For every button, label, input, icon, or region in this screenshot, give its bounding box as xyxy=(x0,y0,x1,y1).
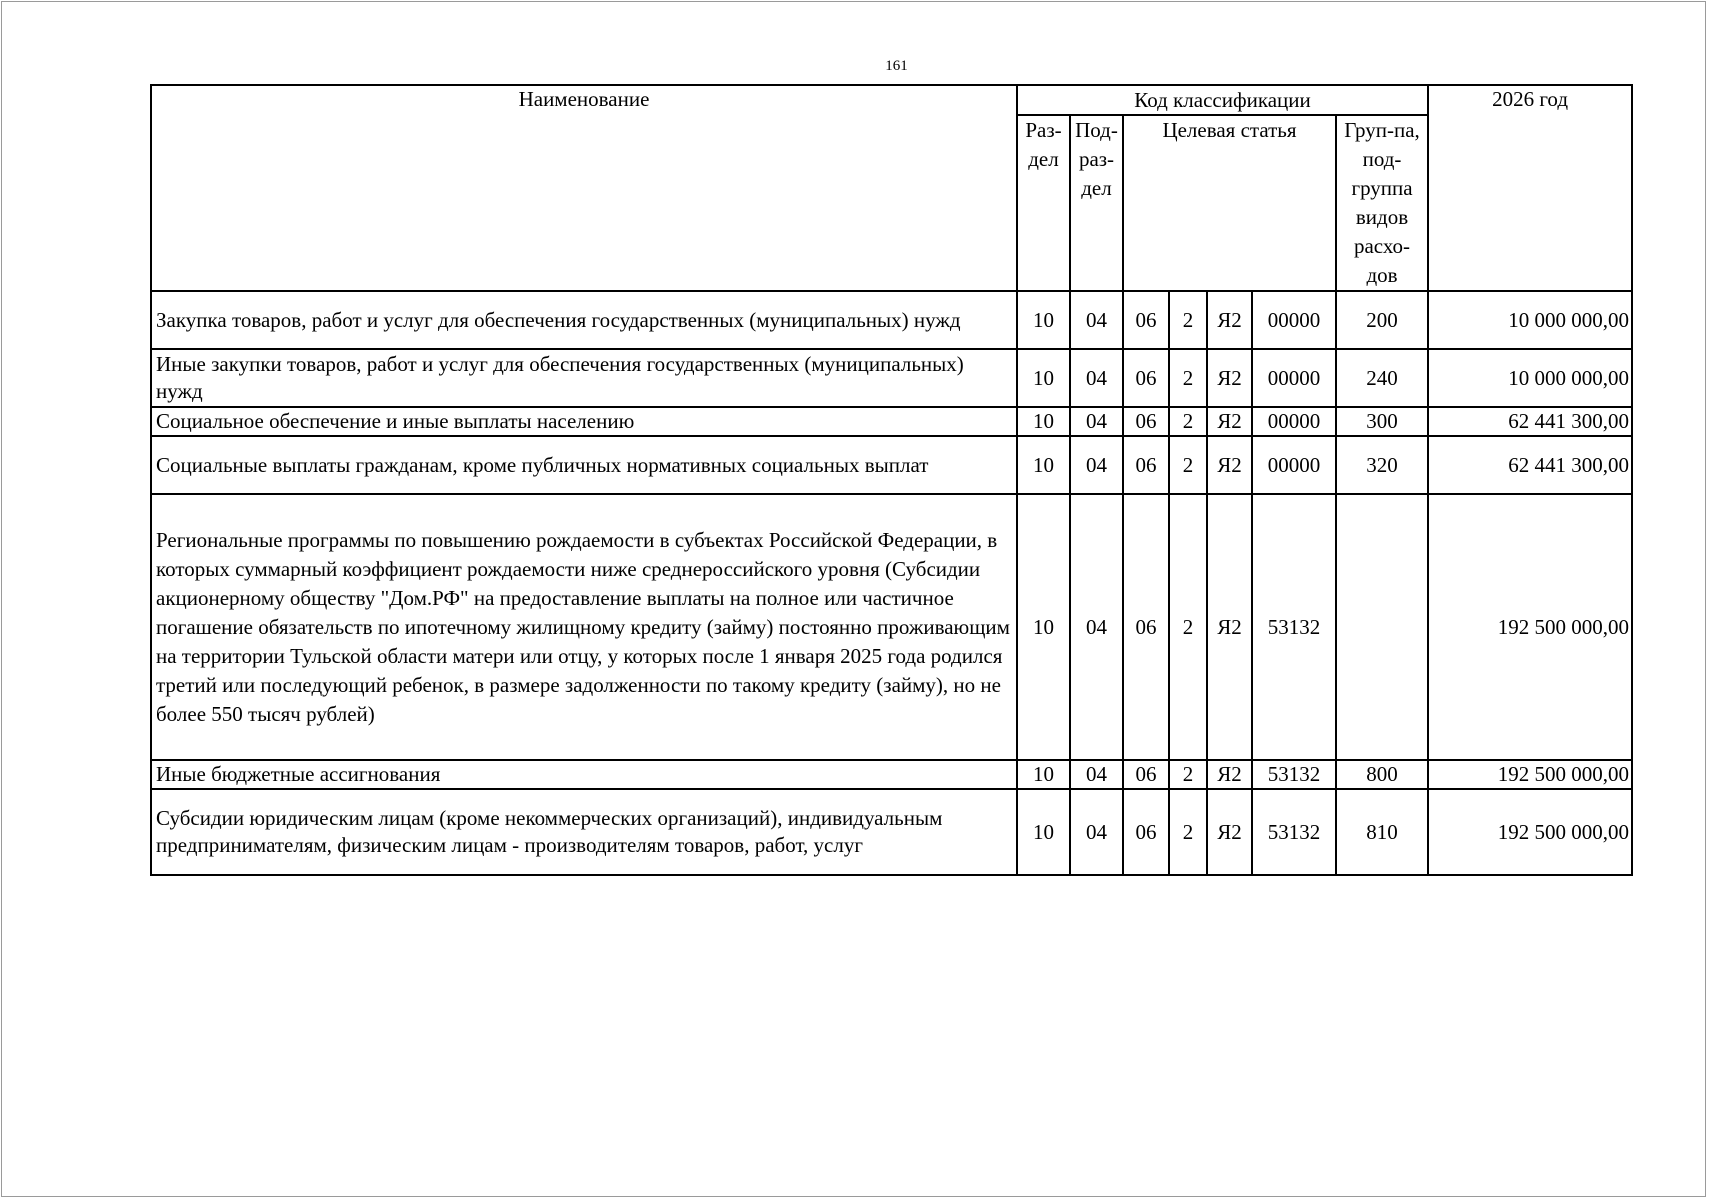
row-razdel: 10 xyxy=(1017,349,1070,407)
row-podrazdel: 04 xyxy=(1070,436,1123,494)
row-expense-type: 200 xyxy=(1336,291,1428,349)
table-row xyxy=(151,789,1632,875)
row-expense-type: 320 xyxy=(1336,436,1428,494)
row-target-program: 06 xyxy=(1123,349,1169,407)
row-expense-type: 240 xyxy=(1336,349,1428,407)
row-target-program: 06 xyxy=(1123,407,1169,436)
row-target-direction: 00000 xyxy=(1252,349,1336,407)
row-name: Иные закупки товаров, работ и услуг для обеспечения государственных (муниципальных) нужд xyxy=(151,349,1017,407)
row-podrazdel: 04 xyxy=(1070,789,1123,875)
header-target-article: Целевая статья xyxy=(1123,115,1336,291)
row-target-type: 2 xyxy=(1169,789,1207,875)
row-target-program: 06 xyxy=(1123,789,1169,875)
row-name: Региональные программы по повышению рождаемости в субъектах Российской Федерации, в которых суммарный коэффициент рождаемости ниже среднероссийского уровня (Субсидии акционерному обществу "Дом.РФ" на предоставление выплаты на полное или частичное погашение обязательств по ипотечному жилищному кредиту (займу) постоянно проживающим на территории Тульской области матери или отцу, у которых после 1 января 2025 года родился третий или последующий ребенок, в размере задолженности по такому кредиту (займу), но не более 550 тысяч рублей) xyxy=(151,494,1017,760)
row-amount: 10 000 000,00 xyxy=(1428,349,1632,407)
header-section: Раз-дел xyxy=(1017,115,1070,291)
header-year: 2026 год xyxy=(1428,85,1632,291)
row-expense-type: 800 xyxy=(1336,760,1428,789)
row-expense-type: 810 xyxy=(1336,789,1428,875)
row-expense-type xyxy=(1336,494,1428,760)
row-target-project: Я2 xyxy=(1207,291,1252,349)
row-name: Иные бюджетные ассигнования xyxy=(151,760,1017,789)
row-target-program: 06 xyxy=(1123,494,1169,760)
row-target-project: Я2 xyxy=(1207,789,1252,875)
table-row xyxy=(151,494,1632,760)
row-target-direction: 53132 xyxy=(1252,494,1336,760)
header-name: Наименование xyxy=(151,85,1017,291)
row-expense-type: 300 xyxy=(1336,407,1428,436)
row-amount: 62 441 300,00 xyxy=(1428,407,1632,436)
row-target-type: 2 xyxy=(1169,760,1207,789)
header-classification-code: Код классификации xyxy=(1017,85,1428,115)
header-subsection: Под-раз-дел xyxy=(1070,115,1123,291)
row-podrazdel: 04 xyxy=(1070,291,1123,349)
row-podrazdel: 04 xyxy=(1070,349,1123,407)
row-target-direction: 53132 xyxy=(1252,789,1336,875)
row-name: Социальное обеспечение и иные выплаты населению xyxy=(151,407,1017,436)
row-target-project: Я2 xyxy=(1207,760,1252,789)
row-target-program: 06 xyxy=(1123,760,1169,789)
row-target-program: 06 xyxy=(1123,291,1169,349)
table-row xyxy=(151,436,1632,494)
table-row xyxy=(151,760,1632,789)
row-target-direction: 00000 xyxy=(1252,291,1336,349)
row-amount: 192 500 000,00 xyxy=(1428,760,1632,789)
row-razdel: 10 xyxy=(1017,760,1070,789)
row-target-project: Я2 xyxy=(1207,494,1252,760)
row-target-direction: 00000 xyxy=(1252,436,1336,494)
row-amount: 62 441 300,00 xyxy=(1428,436,1632,494)
row-target-project: Я2 xyxy=(1207,436,1252,494)
row-amount: 192 500 000,00 xyxy=(1428,789,1632,875)
table-row xyxy=(151,407,1632,436)
row-podrazdel: 04 xyxy=(1070,760,1123,789)
row-target-direction: 00000 xyxy=(1252,407,1336,436)
budget-table xyxy=(150,84,1633,876)
row-podrazdel: 04 xyxy=(1070,407,1123,436)
page-number: 161 xyxy=(885,58,908,74)
row-name: Субсидии юридическим лицам (кроме некоммерческих организаций), индивидуальным предпринимателям, физическим лицам - производителям товаров, работ, услуг xyxy=(151,789,1017,875)
row-razdel: 10 xyxy=(1017,291,1070,349)
row-razdel: 10 xyxy=(1017,789,1070,875)
row-amount: 192 500 000,00 xyxy=(1428,494,1632,760)
row-target-program: 06 xyxy=(1123,436,1169,494)
row-amount: 10 000 000,00 xyxy=(1428,291,1632,349)
row-target-direction: 53132 xyxy=(1252,760,1336,789)
row-podrazdel: 04 xyxy=(1070,494,1123,760)
row-razdel: 10 xyxy=(1017,436,1070,494)
row-target-type: 2 xyxy=(1169,291,1207,349)
row-target-type: 2 xyxy=(1169,349,1207,407)
row-razdel: 10 xyxy=(1017,407,1070,436)
row-name: Социальные выплаты гражданам, кроме публичных нормативных социальных выплат xyxy=(151,436,1017,494)
table-row xyxy=(151,349,1632,407)
table-row xyxy=(151,291,1632,349)
header-expense-group: Груп-па, под-группа видов расхо-дов xyxy=(1336,115,1428,291)
row-name: Закупка товаров, работ и услуг для обеспечения государственных (муниципальных) нужд xyxy=(151,291,1017,349)
row-target-type: 2 xyxy=(1169,436,1207,494)
row-target-project: Я2 xyxy=(1207,407,1252,436)
row-target-type: 2 xyxy=(1169,494,1207,760)
row-razdel: 10 xyxy=(1017,494,1070,760)
row-target-project: Я2 xyxy=(1207,349,1252,407)
row-target-type: 2 xyxy=(1169,407,1207,436)
